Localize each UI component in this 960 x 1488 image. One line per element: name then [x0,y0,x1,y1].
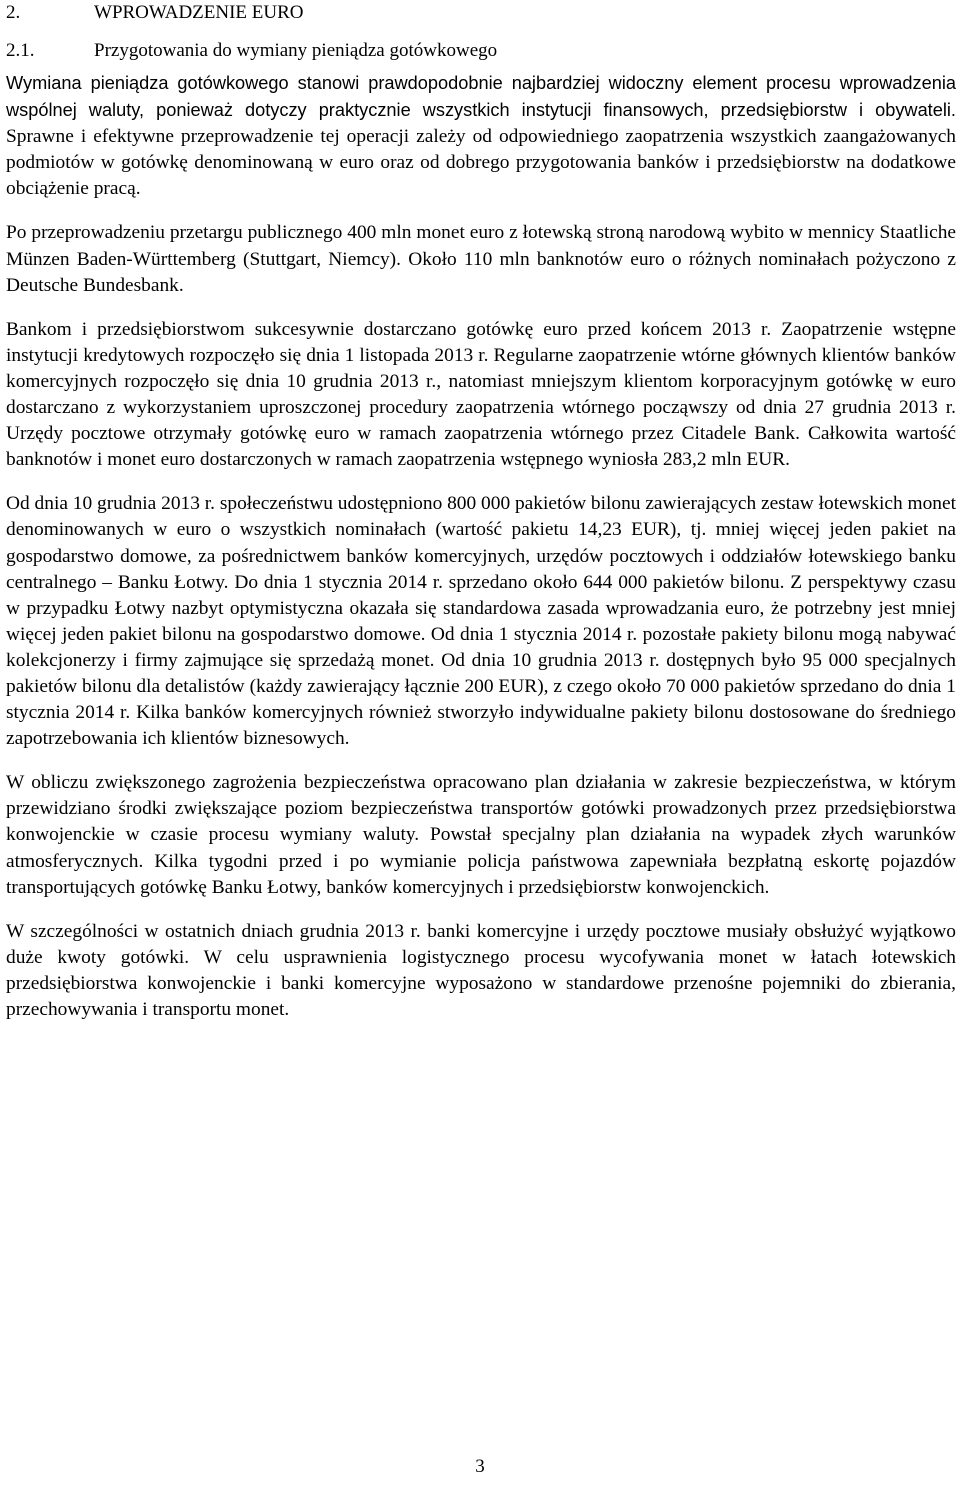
section-number: 2. [6,2,21,23]
subsection-title: Przygotowania do wymiany pieniądza gotówkowego [94,40,498,61]
section-heading [6,0,956,30]
paragraph-1-intro: Wymiana pieniądza gotówkowego stanowi prawdopodobnie najbardziej widoczny element procesu wprowadzenia wspólnej waluty, ponieważ dotyczy praktycznie wszystkich instytucji finansowych, przedsiębiorstw i obywateli. [6,73,956,121]
subsection-heading [6,38,956,64]
paragraph-3: Bankom i przedsiębiorstwom sukcesywnie dostarczano gotówkę euro przed końcem 2013 r. Zaopatrzenie wstępne instytucji kredytowych rozpoczęło się dnia 1 listopada 2013 r. Regularne zaopatrzenie wtórne głównych klientów banków komercyjnych rozpoczęło się dnia 10 grudnia 2013 r., natomiast mniejszym klientom korporacyjnym gotówkę w euro dostarczano z wykorzystaniem uproszczonej procedury zaopatrzenia wtórnego począwszy od dnia 27 grudnia 2013 r. Urzędy pocztowe otrzymały gotówkę euro w ramach zaopatrzenia wtórnego przez Citadele Bank. Całkowita wartość banknotów i monet euro dostarczonych w ramach zaopatrzenia wstępnego wyniosła 283,2 mln EUR. [6,318,956,471]
paragraph-2: Po przeprowadzeniu przetargu publicznego 400 mln monet euro z łotewską stroną narodową wybito w mennicy Staatliche Münzen Baden-Württemberg (Stuttgart, Niemcy). Około 110 mln banknotów euro o różnych nominałach pożyczono z Deutsche Bundesbank. [6,222,956,296]
paragraph-1-body: Sprawne i efektywne przeprowadzenie tej operacji zależy od odpowiedniego zaopatrzenia wszystkich zaangażowanych podmiotów w gotówkę denominowaną w euro oraz od dobrego przygotowania banków i przedsiębiorstw na dodatkowe obciążenie pracą. [6,126,956,200]
subsection-number: 2.1. [6,40,35,61]
paragraph-5: W obliczu zwiększonego zagrożenia bezpieczeństwa opracowano plan działania w zakresie bezpieczeństwa, w którym przewidziano środki zwiększające poziom bezpieczeństwa transportów gotówki prowadzonych przez przedsiębiorstwa konwojenckie w czasie procesu wymiany waluty. Powstał specjalny plan działania na wypadek złych warunków atmosferycznych. Kilka tygodni przed i po wymianie policja państwowa zapewniała bezpłatną eskortę pojazdów transportujących gotówkę Banku Łotwy, banków komercyjnych i przedsiębiorstw konwojenckich. [6,772,956,898]
paragraph-1 [6,70,956,202]
page-number: 3 [475,1456,485,1477]
section-title: WPROWADZENIE EURO [94,2,304,23]
paragraph-6: W szczególności w ostatnich dniach grudnia 2013 r. banki komercyjne i urzędy pocztowe musiały obsłużyć wyjątkowo duże kwoty gotówki. W celu usprawnienia logistycznego procesu wycofywania monet w łatach łotewskich przedsiębiorstwa konwojenckie i banki komercyjne wyposażono w standardowe przenośne pojemniki do zbierania, przechowywania i transportu monet. [6,920,956,1020]
document-page [6,0,956,1041]
paragraph-4: Od dnia 10 grudnia 2013 r. społeczeństwu udostępniono 800 000 pakietów bilonu zawierających zestaw łotewskich monet denominowanych w euro o wszystkich nominałach (wartość pakietu 14,23 EUR), tj. mniej więcej jeden pakiet na gospodarstwo domowe, za pośrednictwem banków komercyjnych, urzędów pocztowych i oddziałów łotewskiego banku centralnego – Banku Łotwy. Do dnia 1 stycznia 2014 r. sprzedano około 644 000 pakietów bilonu. Z perspektywy czasu w przypadku Łotwy nazbyt optymistyczna okazała się standardowa zasada wprowadzania euro, że potrzebny jest mniej więcej jeden pakiet bilonu na gospodarstwo domowe. Od dnia 1 stycznia 2014 r. pozostałe pakiety bilonu mogą nabywać kolekcjonerzy i firmy zajmujące się sprzedażą monet. Od dnia 10 grudnia 2013 r. dostępnych było 95 000 specjalnych pakietów bilonu dla detalistów (każdy zawierający łącznie 200 EUR), z czego około 70 000 pakietów sprzedano do dnia 1 stycznia 2014 r. Kilka banków komercyjnych również stworzyło indywidualne pakiety bilonu dostosowane do średniego zapotrzebowania ich klientów biznesowych. [6,493,956,750]
